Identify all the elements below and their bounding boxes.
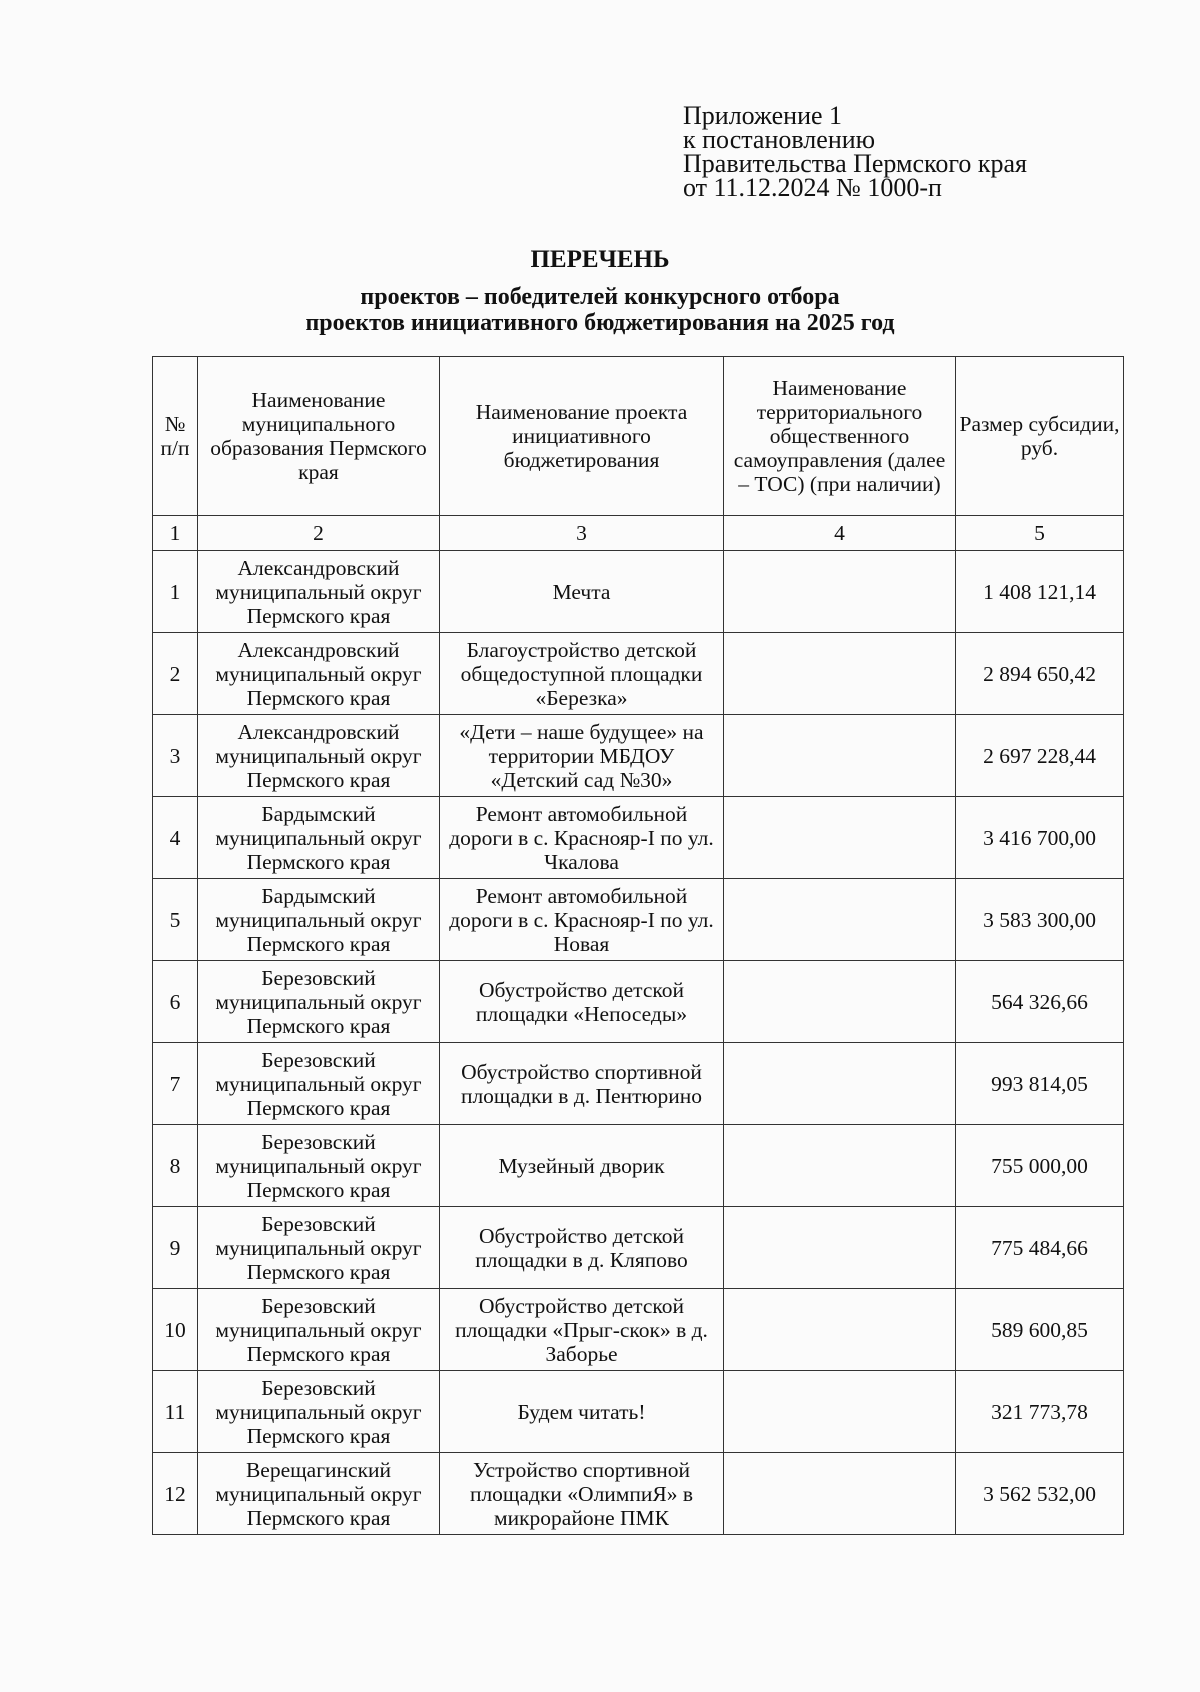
tos-cell [724,1371,956,1453]
header-cell-project: Наименование проекта инициативного бюджетирования [440,357,724,516]
municipality-cell: Александровский муниципальный округ Пермского края [198,633,440,715]
table-row [153,1453,1124,1535]
table-row [153,961,1124,1043]
table-row [153,715,1124,797]
tos-cell [724,797,956,879]
row-number: 4 [153,797,198,879]
table-row [153,1289,1124,1371]
tos-cell [724,1453,956,1535]
table-row [153,551,1124,633]
amount-cell: 564 326,66 [956,961,1124,1043]
table-row [153,633,1124,715]
tos-cell [724,715,956,797]
tos-cell [724,1043,956,1125]
column-number: 2 [198,516,440,551]
subtitle-line: проектов инициативного бюджетирования на 2025 год [305,310,895,336]
column-numbers-row [153,516,1124,551]
table-row [153,1207,1124,1289]
row-number: 5 [153,879,198,961]
row-number: 6 [153,961,198,1043]
amount-cell: 2 894 650,42 [956,633,1124,715]
municipality-cell: Березовский муниципальный округ Пермского края [198,1207,440,1289]
municipality-cell: Александровский муниципальный округ Пермского края [198,715,440,797]
project-cell: Будем читать! [440,1371,724,1453]
row-number: 1 [153,551,198,633]
municipality-cell: Березовский муниципальный округ Пермского края [198,1289,440,1371]
header-cell-tos: Наименование территориального общественного самоуправления (далее – ТОС) (при наличии) [724,357,956,516]
row-number: 2 [153,633,198,715]
municipality-cell: Березовский муниципальный округ Пермского края [198,1371,440,1453]
tos-cell [724,551,956,633]
amount-cell: 2 697 228,44 [956,715,1124,797]
project-cell: Устройство спортивной площадки «ОлимпиЯ» в микрорайоне ПМК [440,1453,724,1535]
project-cell: «Дети – наше будущее» на территории МБДОУ «Детский сад №30» [440,715,724,797]
municipality-cell: Александровский муниципальный округ Пермского края [198,551,440,633]
document-subtitle [0,284,1200,336]
table-row [153,1043,1124,1125]
appendix-line: к постановлению [683,125,876,154]
amount-cell: 775 484,66 [956,1207,1124,1289]
amount-cell: 3 562 532,00 [956,1453,1124,1535]
tos-cell [724,1207,956,1289]
table-row [153,797,1124,879]
project-cell: Обустройство спортивной площадки в д. Пентюрино [440,1043,724,1125]
appendix-line: Приложение 1 [683,101,843,130]
amount-cell: 3 416 700,00 [956,797,1124,879]
tos-cell [724,1289,956,1371]
amount-cell: 589 600,85 [956,1289,1124,1371]
tos-cell [724,633,956,715]
municipality-cell: Верещагинский муниципальный округ Пермского края [198,1453,440,1535]
project-cell: Обустройство детской площадки в д. Кляпово [440,1207,724,1289]
amount-cell: 993 814,05 [956,1043,1124,1125]
table-row [153,1125,1124,1207]
amount-cell: 755 000,00 [956,1125,1124,1207]
amount-cell: 1 408 121,14 [956,551,1124,633]
project-cell: Мечта [440,551,724,633]
row-number: 7 [153,1043,198,1125]
project-cell: Благоустройство детской общедоступной площадки «Березка» [440,633,724,715]
municipality-cell: Березовский муниципальный округ Пермского края [198,1043,440,1125]
municipality-cell: Березовский муниципальный округ Пермского края [198,1125,440,1207]
tos-cell [724,1125,956,1207]
row-number: 11 [153,1371,198,1453]
project-cell: Обустройство детской площадки «Прыг-скок» в д. Заборье [440,1289,724,1371]
table-row [153,1371,1124,1453]
column-number: 5 [956,516,1124,551]
municipality-cell: Березовский муниципальный округ Пермского края [198,961,440,1043]
appendix-line: Правительства Пермского края [683,149,1027,178]
row-number: 3 [153,715,198,797]
project-cell: Музейный дворик [440,1125,724,1207]
header-cell-amount: Размер субсидии, руб. [956,357,1124,516]
tos-cell [724,879,956,961]
row-number: 8 [153,1125,198,1207]
row-number: 9 [153,1207,198,1289]
table-row [153,879,1124,961]
column-number: 1 [153,516,198,551]
column-number: 4 [724,516,956,551]
column-number: 3 [440,516,724,551]
row-number: 10 [153,1289,198,1371]
appendix-header [683,101,1027,202]
table-header-row [153,357,1124,516]
amount-cell: 3 583 300,00 [956,879,1124,961]
projects-table [152,356,1124,1535]
project-cell: Ремонт автомобильной дороги в с. Краснояр-I по ул. Новая [440,879,724,961]
project-cell: Ремонт автомобильной дороги в с. Краснояр-I по ул. Чкалова [440,797,724,879]
subtitle-line: проектов – победителей конкурсного отбора [360,284,840,310]
document-title: ПЕРЕЧЕНЬ [530,246,670,273]
amount-cell: 321 773,78 [956,1371,1124,1453]
project-cell: Обустройство детской площадки «Непоседы» [440,961,724,1043]
header-cell-municipality: Наименование муниципального образования Пермского края [198,357,440,516]
header-cell-number: № п/п [153,357,198,516]
municipality-cell: Бардымский муниципальный округ Пермского края [198,797,440,879]
appendix-line: от 11.12.2024 № 1000-п [683,173,942,202]
row-number: 12 [153,1453,198,1535]
municipality-cell: Бардымский муниципальный округ Пермского края [198,879,440,961]
tos-cell [724,961,956,1043]
